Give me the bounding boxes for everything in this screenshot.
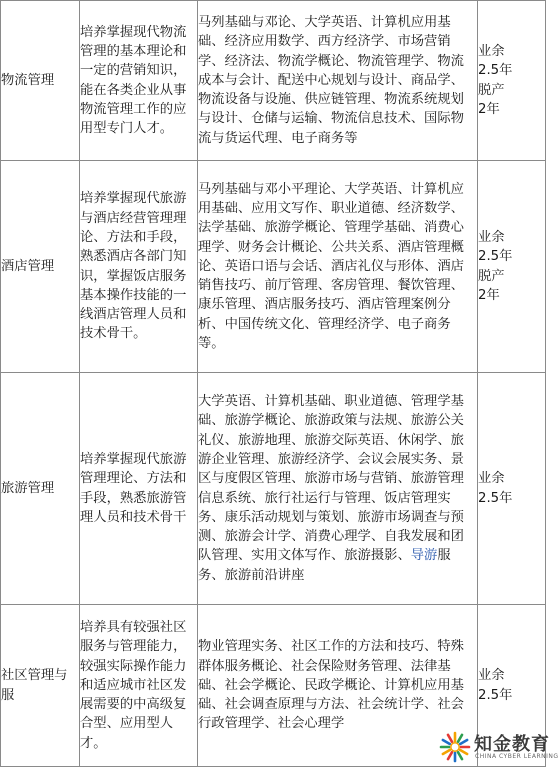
major-name: 酒店管理 (1, 161, 80, 373)
courses-text: 服务、旅游前沿讲座 (198, 548, 451, 583)
major-description: 培养掌握现代旅游管理理论、方法和手段，熟悉旅游管理人员和技术骨干 (80, 373, 198, 605)
major-description: 培养具有较强社区服务与管理能力，较强实际操作能力和适应城市社区发展需要的中高级复合型、应用型人才。 (80, 605, 198, 767)
watermark-title: 知金教育 (474, 734, 550, 755)
table-row (1, 1, 546, 161)
study-mode-duration: 2.5年 (478, 63, 513, 79)
study-mode-duration: 2年 (478, 287, 500, 303)
logo-ray (458, 735, 462, 742)
logo-ray (443, 740, 450, 744)
major-name: 社区管理与服 (1, 605, 80, 767)
study-mode-duration: 2.5年 (478, 687, 513, 703)
study-mode (478, 161, 546, 373)
logo-ray (460, 750, 467, 754)
major-name: 物流管理 (1, 1, 80, 161)
study-mode (478, 373, 546, 605)
study-mode-type: 脱产 (478, 82, 505, 98)
study-mode-duration: 2.5年 (478, 249, 513, 265)
study-mode-duration: 2年 (478, 101, 500, 117)
logo-ray (448, 735, 452, 742)
study-mode-duration: 2.5年 (478, 490, 513, 506)
logo-ray (460, 740, 467, 744)
study-mode (478, 1, 546, 161)
major-description: 培养掌握现代旅游与酒店经营管理理论、方法和手段，熟悉酒店各部门知识，掌握饭店服务基本操作技能的一线酒店管理人员和技术骨干。 (80, 161, 198, 373)
major-description: 培养掌握现代物流管理的基本理论和一定的营销知识，能在各类企业从事物流管理工作的应用型专门人才。 (80, 1, 198, 161)
courses-text: 大学英语、计算机基础、职业道德、管理学基础、旅游学概论、旅游政策与法规、旅游公关礼仪、旅游地理、旅游交际英语、休闲学、旅游企业管理、旅游经济学、会议会展实务、景区与度假区管理、旅游市场与营销、旅游管理信息系统、旅行社运行与管理、饭店管理实务、康乐活动规划与策划、旅游市场调查与预测、旅游会计学、消费心理学、自我发展和团队管理、实用文体写作、旅游摄影、 (198, 394, 464, 564)
major-name: 旅游管理 (1, 373, 80, 605)
logo-ray (443, 750, 450, 754)
study-mode-type: 业余 (478, 471, 505, 487)
logo-ray (458, 752, 462, 759)
table-row (1, 161, 546, 373)
major-courses: 马列基础与邓小平理论、大学英语、计算机应用基础、应用文写作、职业道德、经济数学、法学基础、旅游学概论、管理学基础、消费心理学、财务会计概论、公共关系、酒店管理概论、英语口语与会话、酒店礼仪与形体、酒店销售技巧、前厅管理、客房管理、餐饮管理、康乐管理、酒店服务技巧、酒店管理案例分析、中国传统文化、管理经济学、电子商务等。 (198, 161, 478, 373)
watermark-subtitle: CHINA CYBER LEARNING (475, 753, 559, 760)
study-mode-type: 业余 (478, 229, 505, 245)
watermark-logo (436, 726, 559, 766)
major-courses: 马列基础与邓论、大学英语、计算机应用基础、经济应用数学、西方经济学、市场营销学、经济法、物流学概论、物流管理学、物流成本与会计、配送中心规划与设计、商品学、物流设备与设施、供应链管理、物流系统规划与设计、仓储与运输、物流信息技术、国际物流与货运代理、电子商务等 (198, 1, 478, 161)
major-courses (198, 373, 478, 605)
sunburst-logo-icon (440, 732, 470, 762)
study-mode-type: 业余 (478, 668, 505, 684)
table-row (1, 373, 546, 605)
study-mode-type: 业余 (478, 43, 505, 59)
major-courses: 物业管理实务、社区工作的方法和技巧、特殊群体服务概论、社会保险财务管理、法律基础、社会学概论、民政学概论、计算机应用基础、社会调查原理与方法、社会统计学、社会行政管理学、社会心理学 (198, 605, 478, 767)
tour-guide-link[interactable]: 导游 (410, 548, 438, 564)
logo-ray (448, 752, 452, 759)
study-mode-type: 脱产 (478, 268, 505, 284)
